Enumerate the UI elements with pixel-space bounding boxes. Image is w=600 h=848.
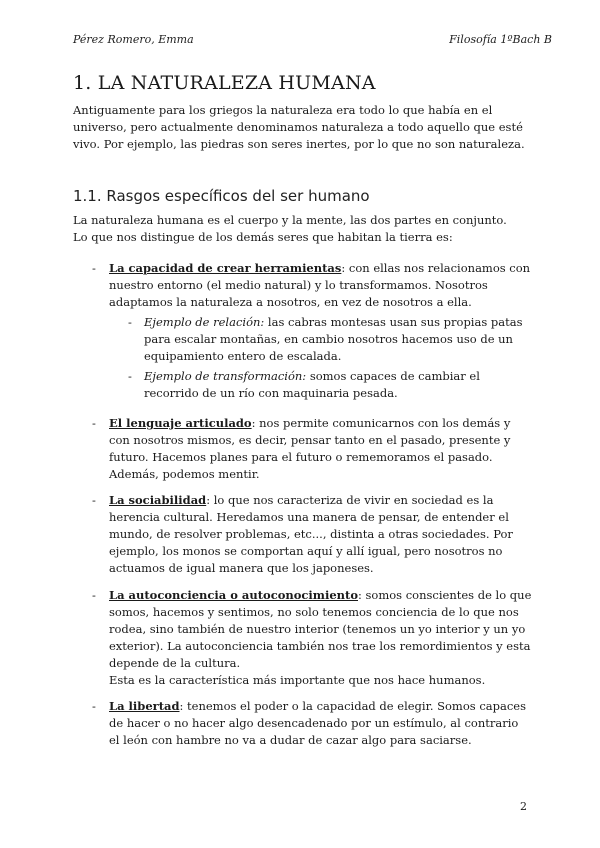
header-author: Pérez Romero, Emma: [73, 33, 194, 46]
section-intro-2: Lo que nos distingue de los demás seres que habitan la tierra es:: [73, 230, 453, 244]
dash: -: [128, 369, 132, 383]
dash: -: [92, 588, 96, 602]
item-term: La capacidad de crear herramientas: [109, 261, 342, 275]
item-term: La libertad: [109, 699, 180, 713]
item-text: : con ellas nos relacionamos con nuestro entorno (el medio natural) y lo transformamos. Nosotros adaptamos la naturaleza a nosotros, en vez de nosotros a ella.: [109, 261, 531, 309]
page-number: 2: [520, 800, 527, 813]
example-label: Ejemplo de transformación:: [144, 369, 307, 383]
example-text: somos capaces de cambiar el recorrido de un río con maquinaria pesada.: [144, 369, 480, 400]
dash: -: [92, 493, 96, 507]
header-course: Filosofía 1ºBach B: [449, 33, 552, 46]
item-term: La sociabilidad: [109, 493, 207, 507]
item-text: : tenemos el poder o la capacidad de elegir. Somos capaces de hacer o no hacer algo desencadenado por un estímulo, al contrario el león con hambre no va a dudar de cazar algo para saciarse.: [109, 699, 526, 747]
item-text: : nos permite comunicarnos con los demás y con nosotros mismos, es decir, pensar tanto en el pasado, presente y futuro. Hacemos planes para el futuro o rememoramos el pasado. Además, podemos mentir.: [109, 416, 511, 481]
example-text: las cabras montesas usan sus propias patas para escalar montañas, en cambio nosotros hacemos uso de un equipamiento entero de escalada.: [144, 315, 523, 363]
intro-paragraph: Antiguamente para los griegos la naturaleza era todo lo que había en el universo, pero actualmente denominamos naturaleza a todo aquello que esté vivo. Por ejemplo, las piedras son seres inertes, por lo que no son naturaleza.: [73, 103, 525, 151]
item-extra: Esta es la característica más importante que nos hace humanos.: [109, 673, 486, 687]
dash: -: [92, 416, 96, 430]
list-item: [92, 587, 532, 689]
example-item: [128, 314, 528, 365]
list-item: [92, 260, 532, 311]
section-title: 1.1. Rasgos específicos del ser humano: [73, 187, 370, 205]
item-text: : somos conscientes de lo que somos, hacemos y sentimos, no solo tenemos conciencia de lo que nos rodea, sino también de nuestro interior (tenemos un yo interior y un yo exterior). La autoconciencia también nos trae los remordimientos y esta depende de la cultura.: [109, 588, 532, 670]
list-item: [92, 492, 532, 577]
dash: -: [92, 699, 96, 713]
list-item: [92, 698, 532, 749]
example-label: Ejemplo de relación:: [144, 315, 265, 329]
example-item: [128, 368, 528, 402]
item-term: El lenguaje articulado: [109, 416, 252, 430]
dash: -: [92, 261, 96, 275]
section-intro-1: La naturaleza humana es el cuerpo y la mente, las dos partes en conjunto.: [73, 213, 507, 227]
item-text: : lo que nos caracteriza de vivir en sociedad es la herencia cultural. Heredamos una manera de pensar, de entender el mundo, de resolver problemas, etc..., distinta a otras sociedades. Por ejemplo, los monos se comportan aquí y allí igual, pero nosotros no actuamos de igual manera que los japoneses.: [109, 493, 513, 575]
list-item: [92, 415, 532, 483]
dash: -: [128, 315, 132, 329]
item-term: La autoconciencia o autoconocimiento: [109, 588, 358, 602]
page-title: 1. LA NATURALEZA HUMANA: [73, 72, 376, 94]
